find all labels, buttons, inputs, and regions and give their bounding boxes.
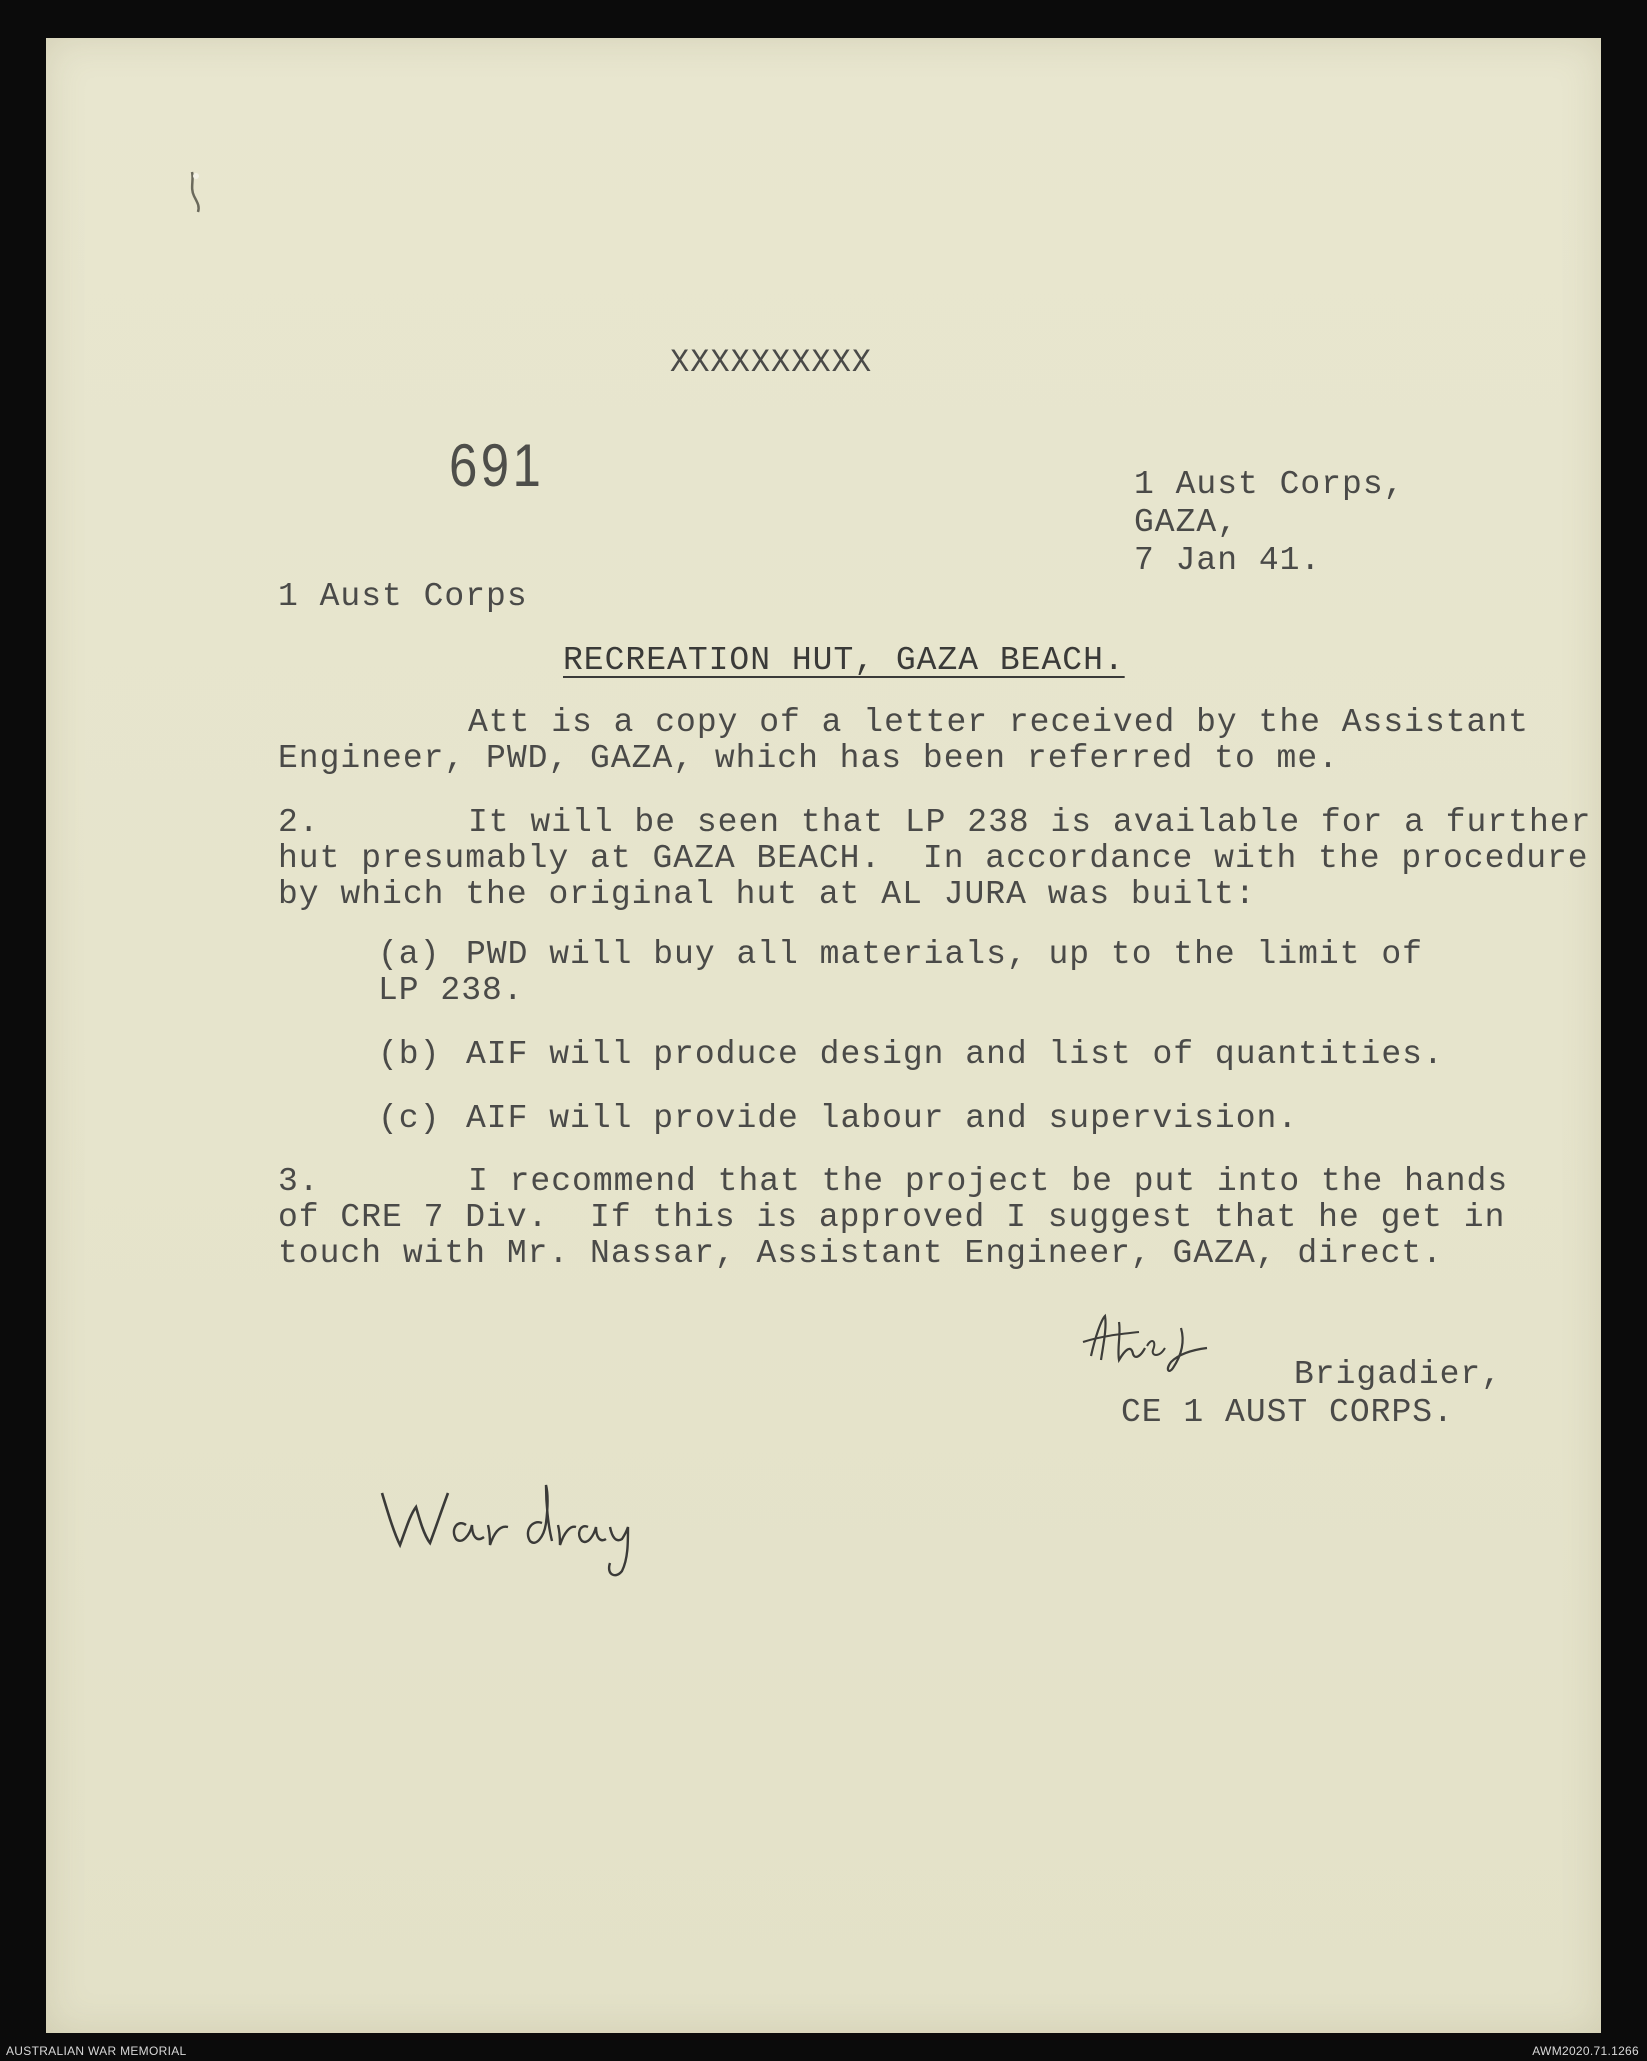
paragraph-2-line: hut presumably at GAZA BEACH. In accordance with the procedure	[278, 840, 1589, 877]
sender-unit: 1 Aust Corps,	[1134, 466, 1405, 503]
footer-accession-number: AWM2020.71.1266	[1532, 2044, 1639, 2058]
item-b-text: AIF will produce design and list of quantities.	[466, 1036, 1444, 1073]
paragraph-2-line: by which the original hut at AL JURA was built:	[278, 876, 1256, 913]
page-code: XXXXXXXXXX	[670, 344, 873, 381]
paragraph-3-line: I recommend that the project be put into the hands	[468, 1163, 1509, 1200]
paragraph-3-line: of CRE 7 Div. If this is approved I suggest that he get in	[278, 1199, 1506, 1236]
item-c-label: (c)	[378, 1100, 441, 1137]
punch-hole-mark	[180, 168, 210, 218]
signatory-appointment: CE 1 AUST CORPS.	[1121, 1394, 1454, 1431]
document-page	[46, 38, 1601, 2033]
paragraph-2-line: It will be seen that LP 238 is available for a further	[468, 804, 1592, 841]
footer-institution: AUSTRALIAN WAR MEMORIAL	[6, 2044, 187, 2058]
item-c-text: AIF will provide labour and supervision.	[466, 1100, 1299, 1137]
paragraph-1-line: Att is a copy of a letter received by the Assistant	[468, 704, 1529, 741]
item-a-text: LP 238.	[378, 972, 524, 1009]
handwritten-note	[366, 1463, 646, 1583]
item-a-label: (a)	[378, 936, 441, 973]
subject-heading: RECREATION HUT, GAZA BEACH.	[563, 642, 1125, 679]
item-b-label: (b)	[378, 1036, 441, 1073]
signatory-rank: Brigadier,	[1294, 1356, 1503, 1393]
paragraph-2-number: 2.	[278, 804, 320, 841]
paragraph-1-line: Engineer, PWD, GAZA, which has been referred to me.	[278, 740, 1339, 777]
addressee: 1 Aust Corps	[278, 578, 528, 615]
handwritten-signature	[1061, 1298, 1261, 1388]
letter-date: 7 Jan 41.	[1134, 542, 1322, 579]
paragraph-3-line: touch with Mr. Nassar, Assistant Engineer, GAZA, direct.	[278, 1235, 1443, 1272]
sender-location: GAZA,	[1134, 504, 1239, 541]
stamp-number: 691	[449, 432, 545, 499]
paragraph-3-number: 3.	[278, 1163, 320, 1200]
item-a-text: PWD will buy all materials, up to the limit of	[466, 936, 1423, 973]
